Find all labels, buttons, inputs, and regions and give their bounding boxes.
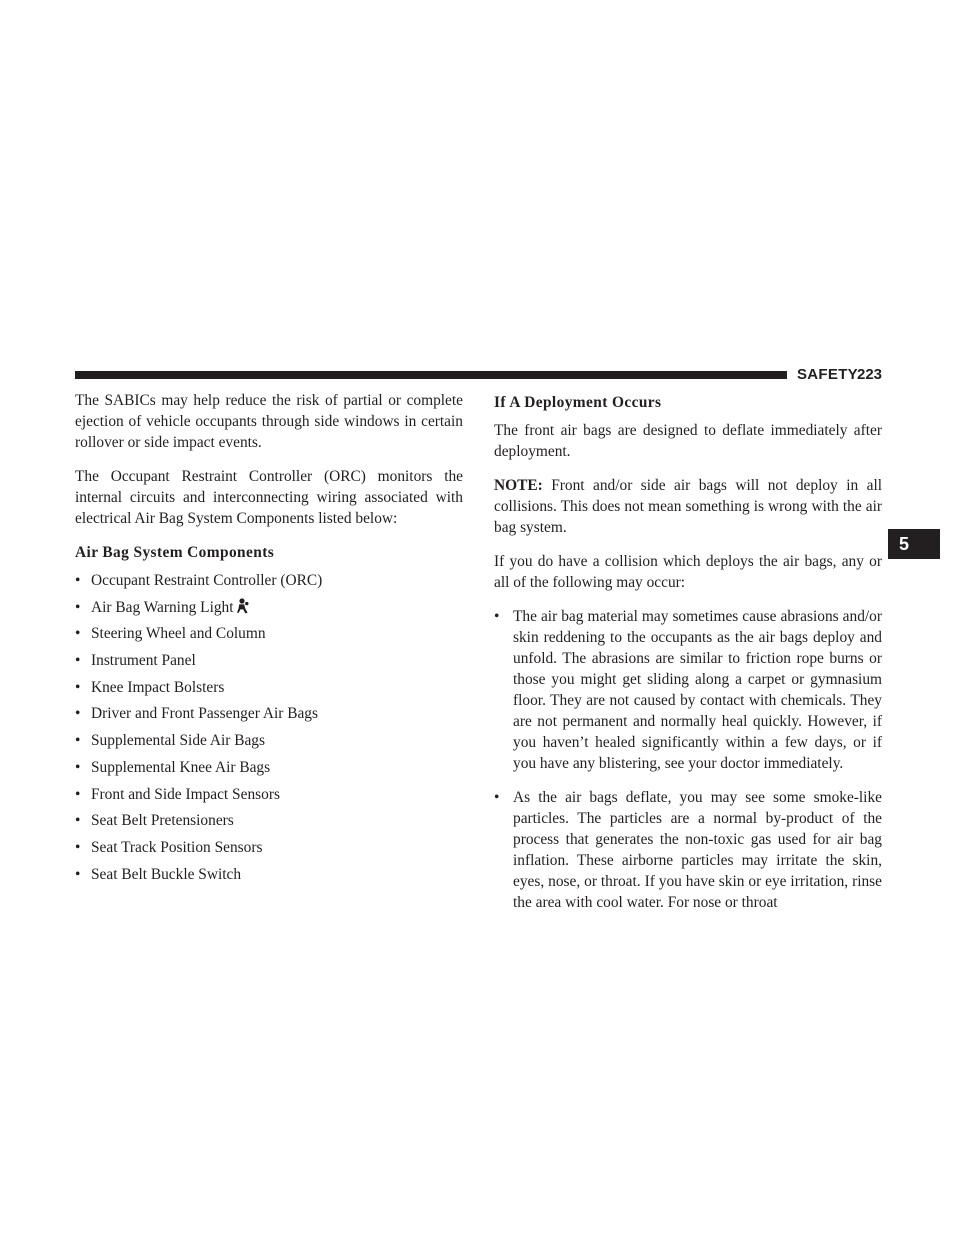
bullet: • xyxy=(75,865,81,883)
header-rule xyxy=(75,371,787,379)
bullet: • xyxy=(75,705,81,723)
bullet: • xyxy=(75,652,81,670)
list-item: • Knee Impact Bolsters xyxy=(75,678,225,696)
paragraph-collision: If you do have a collision which deploys the air bags, any or all of the following may occur: xyxy=(494,553,882,591)
bullet: • xyxy=(75,572,81,589)
section-title: SAFETY xyxy=(797,366,858,383)
list-item: • Instrument Panel xyxy=(75,652,196,670)
components-list xyxy=(75,570,463,885)
list-item: • Supplemental Side Air Bags xyxy=(75,732,265,750)
section-heading-deployment: If A Deployment Occurs xyxy=(494,394,662,411)
note-label: NOTE: xyxy=(494,477,543,494)
list-item: • Front and Side Impact Sensors xyxy=(75,785,280,803)
bullet: • xyxy=(494,608,500,625)
list-item: • As the air bags deflate, you may see some smoke-like particles. The particles are a normal by-product of the process that generates the non-toxic gas used for air bag inflation. These airborne particles may irritate the skin, eyes, nose, or throat. If you have skin or eye irritation, rinse the area with cool water. For nose or throat xyxy=(494,789,882,911)
note-text: Front and/or side air bags will not deploy in all collisions. This does not mean something is wrong with the air bag system. xyxy=(494,477,882,536)
list-item: • Seat Track Position Sensors xyxy=(75,838,263,856)
effects-list xyxy=(494,606,882,913)
left-column xyxy=(75,390,463,890)
airbag-warning-light-icon xyxy=(235,598,249,614)
paragraph-orc: The Occupant Restraint Controller (ORC) monitors the internal circuits and interconnecting wiring associated with electrical Air Bag System Components listed below: xyxy=(75,468,463,527)
bullet: • xyxy=(75,758,81,776)
paragraph-deflate: The front air bags are designed to deflate immediately after deployment. xyxy=(494,422,882,460)
list-item: • Air Bag Warning Light xyxy=(75,597,463,618)
chapter-tab: 5 xyxy=(888,529,940,559)
list-item: • Driver and Front Passenger Air Bags xyxy=(75,705,318,723)
bullet: • xyxy=(494,789,500,806)
list-item: • Steering Wheel and Column xyxy=(75,625,266,643)
paragraph-sabics: The SABICs may help reduce the risk of partial or complete ejection of vehicle occupants through side windows in certain rollover or side impact events. xyxy=(75,392,463,451)
list-item: • Occupant Restraint Controller (ORC) xyxy=(75,572,323,589)
list-item: • Seat Belt Buckle Switch xyxy=(75,865,242,883)
bullet: • xyxy=(75,678,81,696)
list-item: • The air bag material may sometimes cause abrasions and/or skin reddening to the occupants as the air bags deploy and unfold. The abrasions are similar to friction rope burns or those you might get sliding along a carpet or gymnasium floor. They are not caused by contact with chemicals. They are not permanent and normally heal quickly. However, if you haven’t healed significantly within a few days, or if you have any blistering, see your doctor immediately. xyxy=(494,608,882,772)
section-heading-components: Air Bag System Components xyxy=(75,544,275,561)
bullet: • xyxy=(75,785,81,803)
list-item: • Seat Belt Pretensioners xyxy=(75,812,234,830)
page-number: 223 xyxy=(857,366,883,383)
right-column xyxy=(494,392,882,926)
bullet: • xyxy=(75,812,81,830)
bullet: • xyxy=(75,625,81,643)
bullet: • xyxy=(75,732,81,750)
bullet: • xyxy=(75,838,81,856)
list-item: • Supplemental Knee Air Bags xyxy=(75,758,271,776)
note-paragraph xyxy=(494,475,882,538)
bullet: • xyxy=(75,598,81,616)
